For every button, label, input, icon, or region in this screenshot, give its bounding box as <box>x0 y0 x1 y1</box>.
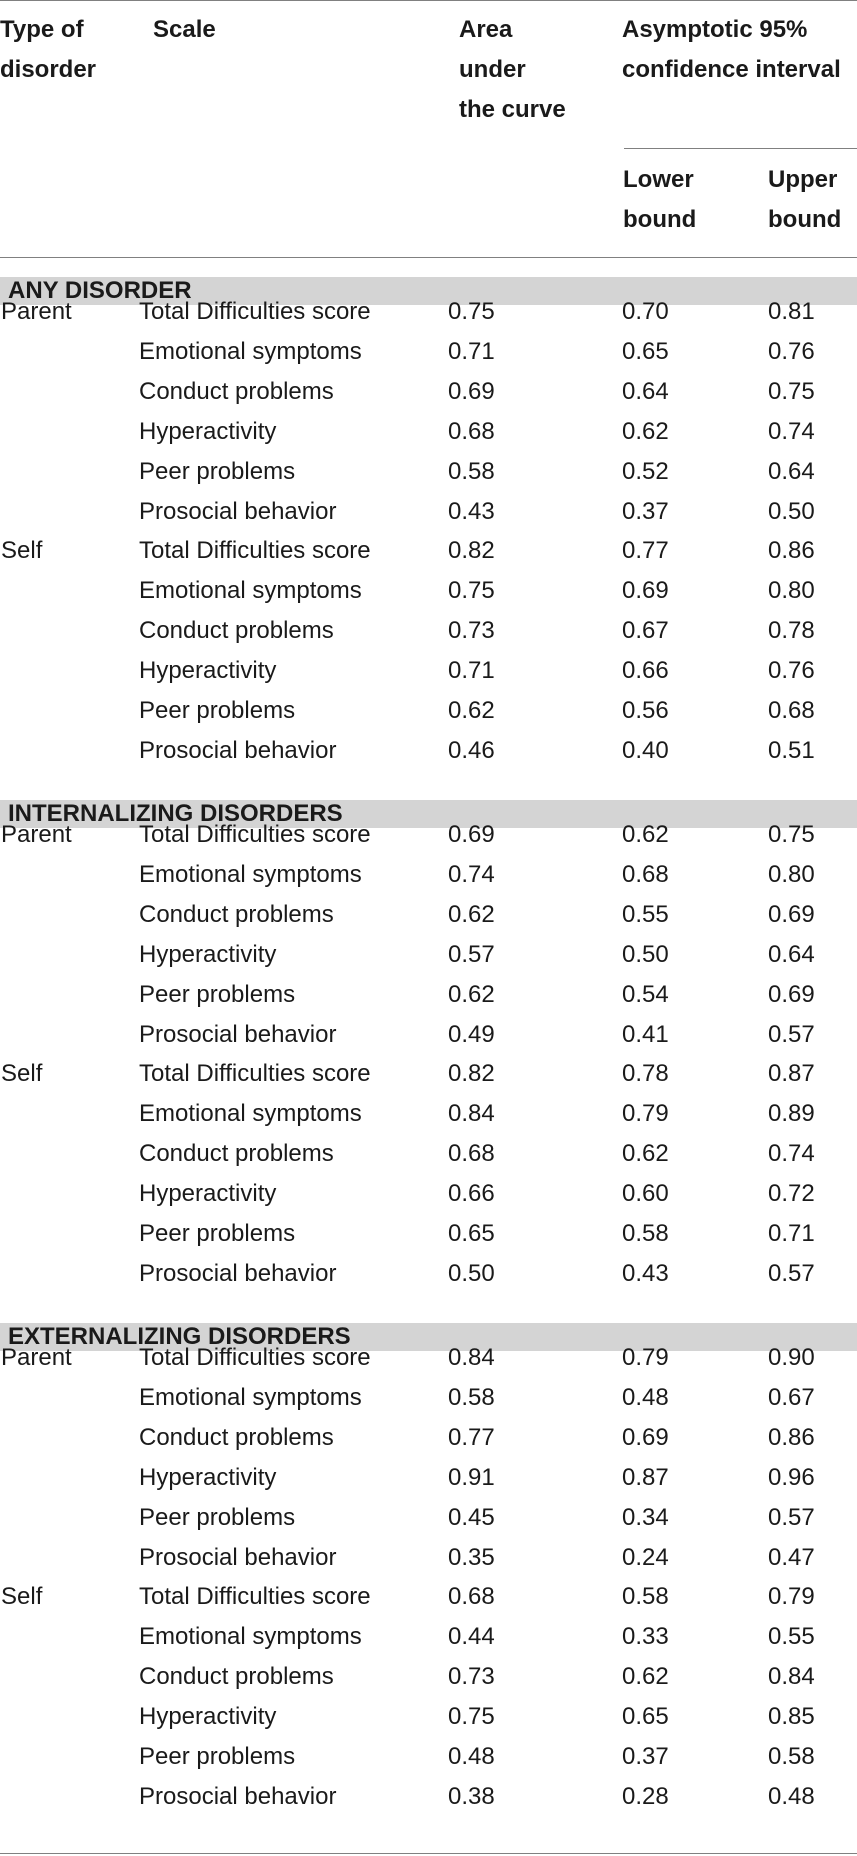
cell-upper: 0.57 <box>768 1260 815 1287</box>
cell-auc: 0.68 <box>448 1140 495 1167</box>
cell-type: Self <box>1 1060 43 1087</box>
cell-lower: 0.68 <box>622 861 669 888</box>
cell-upper: 0.78 <box>768 617 815 644</box>
cell-scale: Prosocial behavior <box>139 1021 337 1048</box>
cell-auc: 0.62 <box>448 981 495 1008</box>
cell-auc: 0.71 <box>448 657 495 684</box>
cell-scale: Conduct problems <box>139 378 334 405</box>
cell-upper: 0.80 <box>768 861 815 888</box>
cell-lower: 0.64 <box>622 378 669 405</box>
section-title: EXTERNALIZING DISORDERS <box>8 1323 351 1350</box>
cell-lower: 0.87 <box>622 1464 669 1491</box>
cell-auc: 0.68 <box>448 1583 495 1610</box>
cell-scale: Peer problems <box>139 458 296 485</box>
cell-auc: 0.57 <box>448 941 495 968</box>
cell-lower: 0.48 <box>622 1384 669 1411</box>
cell-type: Parent <box>1 298 72 325</box>
cell-auc: 0.84 <box>448 1344 495 1371</box>
cell-lower: 0.77 <box>622 537 669 564</box>
cell-auc: 0.84 <box>448 1100 495 1127</box>
cell-upper: 0.89 <box>768 1100 815 1127</box>
cell-scale: Prosocial behavior <box>139 498 337 525</box>
cell-scale: Conduct problems <box>139 1663 334 1690</box>
cell-lower: 0.78 <box>622 1060 669 1087</box>
cell-lower: 0.65 <box>622 338 669 365</box>
cell-scale: Emotional symptoms <box>139 338 362 365</box>
cell-auc: 0.65 <box>448 1220 495 1247</box>
cell-upper: 0.64 <box>768 941 815 968</box>
cell-scale: Prosocial behavior <box>139 1783 337 1810</box>
cell-scale: Hyperactivity <box>139 1464 277 1491</box>
cell-scale: Hyperactivity <box>139 657 277 684</box>
cell-upper: 0.81 <box>768 298 815 325</box>
cell-scale: Prosocial behavior <box>139 1260 337 1287</box>
cell-upper: 0.84 <box>768 1663 815 1690</box>
cell-auc: 0.75 <box>448 577 495 604</box>
cell-auc: 0.46 <box>448 737 495 764</box>
header-scale: Scale <box>153 16 216 43</box>
cell-upper: 0.57 <box>768 1504 815 1531</box>
cell-scale: Hyperactivity <box>139 1703 277 1730</box>
cell-auc: 0.69 <box>448 821 495 848</box>
header-auc-line1: Area <box>459 16 513 43</box>
cell-upper: 0.47 <box>768 1544 815 1571</box>
cell-scale: Emotional symptoms <box>139 1623 362 1650</box>
cell-auc: 0.71 <box>448 338 495 365</box>
cell-lower: 0.56 <box>622 697 669 724</box>
section-band <box>0 277 857 305</box>
cell-scale: Peer problems <box>139 981 296 1008</box>
cell-upper: 0.69 <box>768 981 815 1008</box>
cell-auc: 0.77 <box>448 1424 495 1451</box>
cell-upper: 0.72 <box>768 1180 815 1207</box>
cell-upper: 0.50 <box>768 498 815 525</box>
cell-lower: 0.62 <box>622 821 669 848</box>
cell-scale: Peer problems <box>139 1504 296 1531</box>
cell-lower: 0.62 <box>622 1140 669 1167</box>
header-auc-line2: under <box>459 56 526 83</box>
cell-scale: Peer problems <box>139 697 296 724</box>
cell-scale: Emotional symptoms <box>139 1100 362 1127</box>
header-type-line2: disorder <box>0 56 97 83</box>
cell-lower: 0.33 <box>622 1623 669 1650</box>
cell-lower: 0.62 <box>622 418 669 445</box>
cell-upper: 0.74 <box>768 1140 815 1167</box>
header-type-line1: Type of <box>0 16 84 43</box>
cell-auc: 0.38 <box>448 1783 495 1810</box>
cell-upper: 0.80 <box>768 577 815 604</box>
ci-group-rule <box>624 148 857 149</box>
cell-scale: Total Difficulties score <box>139 537 371 564</box>
cell-auc: 0.75 <box>448 1703 495 1730</box>
cell-scale: Total Difficulties score <box>139 1344 371 1371</box>
section-title: ANY DISORDER <box>8 277 192 304</box>
cell-auc: 0.43 <box>448 498 495 525</box>
cell-lower: 0.58 <box>622 1220 669 1247</box>
cell-auc: 0.69 <box>448 378 495 405</box>
cell-scale: Peer problems <box>139 1743 296 1770</box>
cell-type: Parent <box>1 1344 72 1371</box>
cell-upper: 0.76 <box>768 338 815 365</box>
cell-lower: 0.69 <box>622 1424 669 1451</box>
cell-lower: 0.70 <box>622 298 669 325</box>
cell-type: Parent <box>1 821 72 848</box>
cell-upper: 0.96 <box>768 1464 815 1491</box>
cell-scale: Total Difficulties score <box>139 298 371 325</box>
cell-auc: 0.74 <box>448 861 495 888</box>
cell-upper: 0.86 <box>768 1424 815 1451</box>
cell-auc: 0.48 <box>448 1743 495 1770</box>
cell-lower: 0.79 <box>622 1344 669 1371</box>
cell-auc: 0.44 <box>448 1623 495 1650</box>
cell-auc: 0.75 <box>448 298 495 325</box>
cell-lower: 0.66 <box>622 657 669 684</box>
cell-upper: 0.48 <box>768 1783 815 1810</box>
cell-auc: 0.66 <box>448 1180 495 1207</box>
cell-lower: 0.69 <box>622 577 669 604</box>
cell-auc: 0.73 <box>448 1663 495 1690</box>
cell-auc: 0.49 <box>448 1021 495 1048</box>
cell-scale: Total Difficulties score <box>139 1060 371 1087</box>
header-upper-line2: bound <box>768 206 842 233</box>
cell-upper: 0.55 <box>768 1623 815 1650</box>
cell-auc: 0.35 <box>448 1544 495 1571</box>
section-band <box>0 1323 857 1351</box>
cell-scale: Hyperactivity <box>139 941 277 968</box>
cell-auc: 0.50 <box>448 1260 495 1287</box>
cell-upper: 0.74 <box>768 418 815 445</box>
cell-lower: 0.60 <box>622 1180 669 1207</box>
cell-scale: Total Difficulties score <box>139 1583 371 1610</box>
cell-auc: 0.58 <box>448 1384 495 1411</box>
cell-auc: 0.73 <box>448 617 495 644</box>
cell-scale: Conduct problems <box>139 1140 334 1167</box>
cell-scale: Prosocial behavior <box>139 1544 337 1571</box>
table-top-rule <box>0 0 857 1</box>
cell-lower: 0.58 <box>622 1583 669 1610</box>
cell-lower: 0.55 <box>622 901 669 928</box>
cell-scale: Conduct problems <box>139 617 334 644</box>
cell-upper: 0.90 <box>768 1344 815 1371</box>
cell-upper: 0.67 <box>768 1384 815 1411</box>
cell-upper: 0.75 <box>768 821 815 848</box>
cell-type: Self <box>1 537 43 564</box>
header-upper-line1: Upper <box>768 166 838 193</box>
cell-scale: Prosocial behavior <box>139 737 337 764</box>
cell-lower: 0.28 <box>622 1783 669 1810</box>
cell-upper: 0.71 <box>768 1220 815 1247</box>
cell-auc: 0.82 <box>448 1060 495 1087</box>
table-bottom-rule <box>0 1853 857 1854</box>
cell-upper: 0.69 <box>768 901 815 928</box>
section-band <box>0 800 857 828</box>
cell-lower: 0.65 <box>622 1703 669 1730</box>
cell-upper: 0.58 <box>768 1743 815 1770</box>
header-ci-line1: Asymptotic 95% <box>622 16 808 43</box>
cell-upper: 0.85 <box>768 1703 815 1730</box>
cell-scale: Emotional symptoms <box>139 861 362 888</box>
cell-lower: 0.43 <box>622 1260 669 1287</box>
cell-lower: 0.50 <box>622 941 669 968</box>
cell-type: Self <box>1 1583 43 1610</box>
cell-scale: Conduct problems <box>139 901 334 928</box>
cell-scale: Conduct problems <box>139 1424 334 1451</box>
cell-upper: 0.76 <box>768 657 815 684</box>
cell-auc: 0.45 <box>448 1504 495 1531</box>
cell-lower: 0.54 <box>622 981 669 1008</box>
cell-lower: 0.34 <box>622 1504 669 1531</box>
cell-scale: Hyperactivity <box>139 418 277 445</box>
header-auc-line3: the curve <box>459 96 566 123</box>
cell-auc: 0.68 <box>448 418 495 445</box>
cell-auc: 0.62 <box>448 697 495 724</box>
cell-lower: 0.37 <box>622 1743 669 1770</box>
header-ci-line2: confidence interval <box>622 56 841 83</box>
header-bottom-rule <box>0 257 857 258</box>
cell-lower: 0.37 <box>622 498 669 525</box>
cell-scale: Hyperactivity <box>139 1180 277 1207</box>
cell-upper: 0.64 <box>768 458 815 485</box>
cell-auc: 0.91 <box>448 1464 495 1491</box>
cell-auc: 0.82 <box>448 537 495 564</box>
cell-auc: 0.58 <box>448 458 495 485</box>
cell-auc: 0.62 <box>448 901 495 928</box>
cell-upper: 0.75 <box>768 378 815 405</box>
cell-upper: 0.51 <box>768 737 815 764</box>
cell-lower: 0.52 <box>622 458 669 485</box>
header-lower-line2: bound <box>623 206 697 233</box>
cell-lower: 0.67 <box>622 617 669 644</box>
cell-upper: 0.87 <box>768 1060 815 1087</box>
cell-upper: 0.57 <box>768 1021 815 1048</box>
cell-scale: Emotional symptoms <box>139 577 362 604</box>
cell-upper: 0.68 <box>768 697 815 724</box>
cell-upper: 0.86 <box>768 537 815 564</box>
cell-lower: 0.24 <box>622 1544 669 1571</box>
cell-scale: Total Difficulties score <box>139 821 371 848</box>
cell-lower: 0.41 <box>622 1021 669 1048</box>
header-lower-line1: Lower <box>623 166 694 193</box>
cell-upper: 0.79 <box>768 1583 815 1610</box>
cell-lower: 0.79 <box>622 1100 669 1127</box>
cell-scale: Peer problems <box>139 1220 296 1247</box>
cell-scale: Emotional symptoms <box>139 1384 362 1411</box>
section-title: INTERNALIZING DISORDERS <box>8 800 343 827</box>
cell-lower: 0.62 <box>622 1663 669 1690</box>
cell-lower: 0.40 <box>622 737 669 764</box>
